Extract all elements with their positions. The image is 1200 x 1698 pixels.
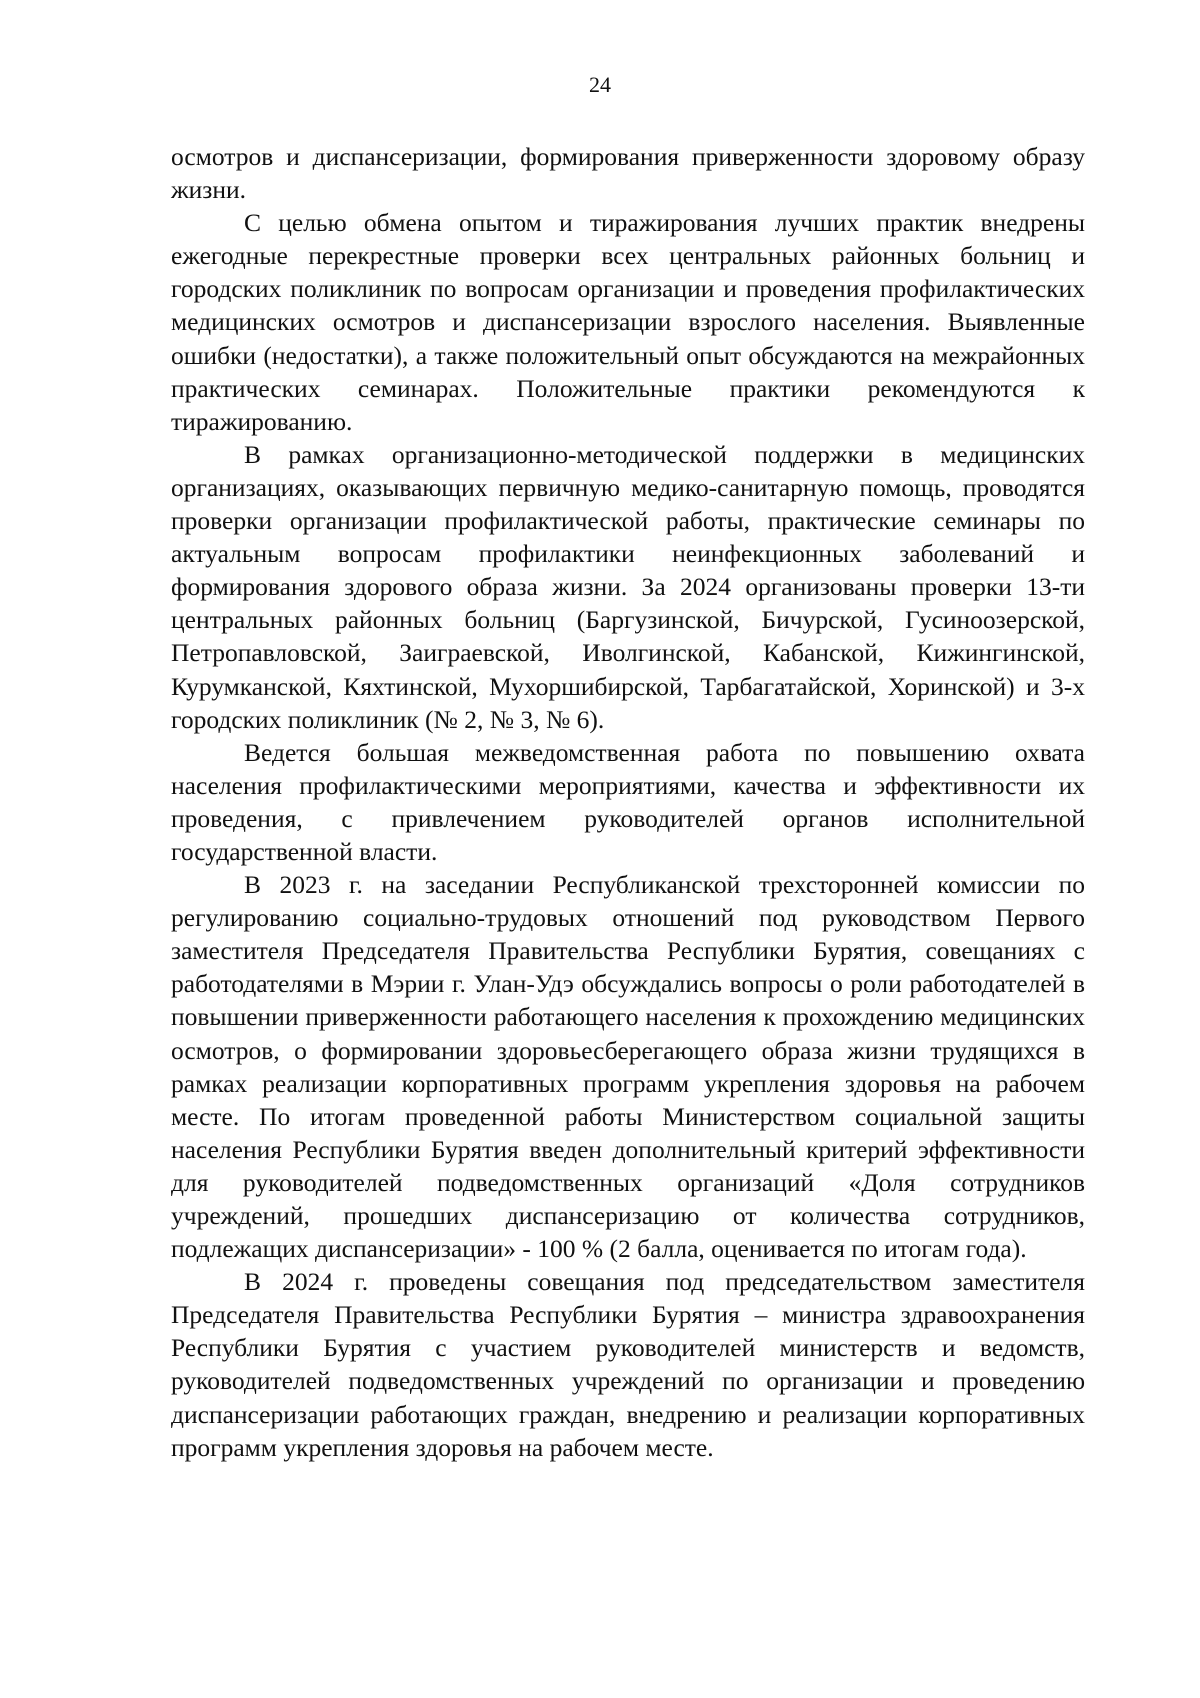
paragraph-methodological-support: В рамках организационно-методической поддержки в медицинских организациях, оказывающих первичную медико-санитарную помощь, проводятся проверки организации профилактической работы, практические семинары по актуальным вопросам профилактики неинфекционных заболеваний и формирования здорового образа жизни. За 2024 организованы проверки 13-ти центральных районных больниц (Баргузинской, Бичурской, Гусиноозерской, Петропавловской, Заиграевской, Иволгинской, Кабанской, Кижингинской, Курумканской, Кяхтинской, Мухоршибирской, Тарбагатайской, Хоринской) и 3-х городских поликлиник (№ 2, № 3, № 6). (171, 439, 1085, 734)
paragraph-2024-meetings: В 2024 г. проведены совещания под председательством заместителя Председателя Правительства Республики Бурятия – министра здравоохранения Республики Бурятия с участием руководителей министерств и ведомств, руководителей подведомственных учреждений по организации и проведению диспансеризации работающих граждан, внедрению и реализации корпоративных программ укрепления здоровья на рабочем месте. (171, 1267, 1085, 1462)
paragraph-continuation: осмотров и диспансеризации, формирования приверженности здоровому образу жизни. (171, 142, 1085, 205)
document-body (171, 140, 1085, 1464)
paragraph-interagency-work: Ведется большая межведомственная работа по повышению охвата населения профилактическими мероприятиями, качества и эффективности их проведения, с привлечением руководителей органов исполнительной государственной власти. (171, 737, 1085, 866)
page-number: 24 (589, 72, 611, 97)
paragraph-cross-checks: С целью обмена опытом и тиражирования лучших практик внедрены ежегодные перекрестные проверки всех центральных районных больниц и городских поликлиник по вопросам организации и проведения профилактических медицинских осмотров и диспансеризации взрослого населения. Выявленные ошибки (недостатки), а также положительный опыт обсуждаются на межрайонных практических семинарах. Положительные практики рекомендуются к тиражированию. (171, 208, 1085, 436)
paragraph-2023-commission: В 2023 г. на заседании Республиканской трехсторонней комиссии по регулированию социально-трудовых отношений под руководством Первого заместителя Председателя Правительства Республики Бурятия, совещаниях с работодателями в Мэрии г. Улан-Удэ обсуждались вопросы о роли работодателей в повышении приверженности работающего населения к прохождению медицинских осмотров, о формировании здоровьесберегающего образа жизни трудящихся в рамках реализации корпоративных программ укрепления здоровья на рабочем месте. По итогам проведенной работы Министерством социальной защиты населения Республики Бурятия введен дополнительный критерий эффективности для руководителей подведомственных организаций «Доля сотрудников учреждений, прошедших диспансеризацию от количества сотрудников, подлежащих диспансеризации» - 100 % (2 балла, оценивается по итогам года). (171, 870, 1085, 1264)
